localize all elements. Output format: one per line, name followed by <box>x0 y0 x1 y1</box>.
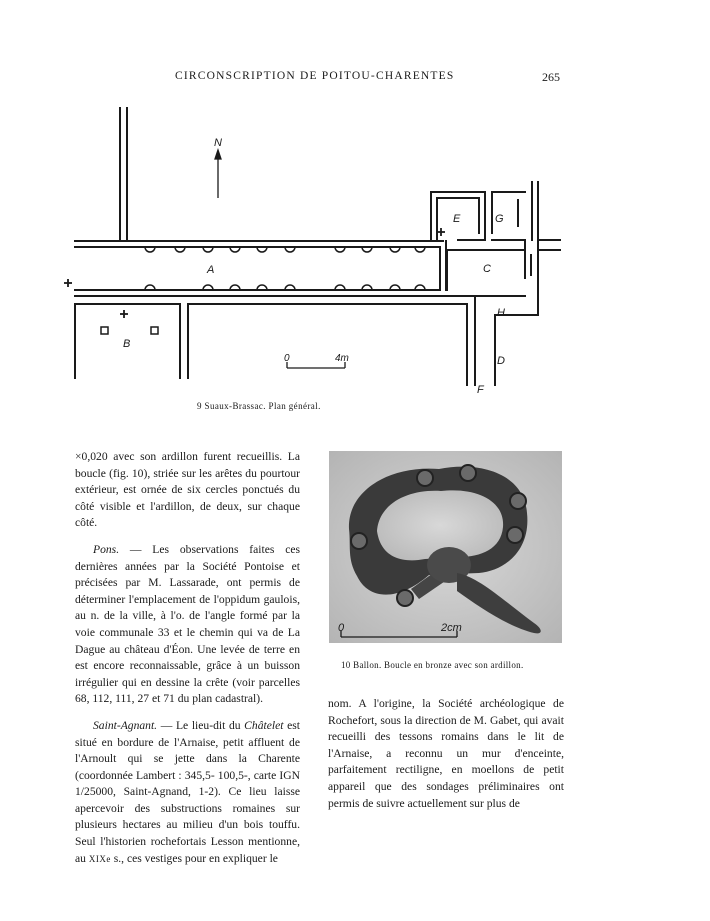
room-label-c: C <box>483 263 491 275</box>
site-plan-figure <box>55 100 565 400</box>
room-label-g: G <box>495 213 504 225</box>
figure-10-caption: 10 Ballon. Boucle en bronze avec son ardillon. <box>341 660 524 670</box>
century-numeral: XIXe <box>88 853 111 864</box>
room-label-d: D <box>497 355 505 367</box>
saint-agnant-heading: Saint-Agnant. <box>93 718 158 732</box>
room-label-e: E <box>453 213 461 225</box>
left-column <box>75 449 300 867</box>
saint-agnant-text-a: — Le lieu-dit du <box>157 718 245 732</box>
left-paragraph-pons <box>75 542 300 708</box>
room-label-f: F <box>477 384 484 396</box>
plan-scale-start: 0 <box>284 353 290 364</box>
room-label-b: B <box>123 338 131 350</box>
running-header <box>0 70 710 88</box>
chatelet-italic: Châtelet <box>244 718 284 732</box>
pons-heading: Pons. <box>93 542 120 556</box>
right-column <box>328 696 564 812</box>
saint-agnant-text-c: s., ces vestiges pour en expliquer le <box>110 851 278 865</box>
left-paragraph-saint-agnant <box>75 718 300 867</box>
page-number: 265 <box>542 70 560 84</box>
plan-scale-end: 4m <box>335 353 349 364</box>
room-label-a: A <box>207 264 215 276</box>
room-label-h: H <box>497 307 505 319</box>
photo-scale-start: 0 <box>338 622 345 634</box>
running-title: CIRCONSCRIPTION DE POITOU-CHARENTES <box>175 70 455 82</box>
photo-scale-end: 2cm <box>441 622 462 634</box>
pons-text: — Les observations faites ces dernières années par la Société Pontoise et précisées par M. Lassarade, ont permis de déterminer l'emplacement de l'oppidum gaulois, au n. de la ville, à l'o. de l'angle formé par la voie communale 33 et le chemin qui va de La Dague au château d'Éon. Une levée de terre en est encore reconnaissable, grâce à un buisson irrégulier qui en dessine la crête (voir parcelles 68, 112, 111, 27 et 71 du plan cadastral). <box>75 542 300 706</box>
buckle-photo <box>329 451 562 643</box>
left-paragraph-1: ×0,020 avec son ardillon furent recueillis. La boucle (fig. 10), striée sur les arêtes du pourtour extérieur, est ornée de six cercles ponctués du côté visible et l'ardillon, de deux, sur chaque côté. <box>75 450 300 530</box>
right-paragraph-1: nom. A l'origine, la Société archéologique de Rochefort, sous la direction de M. Gabet, qui avait recueilli des tessons romains dans le lit de l'Arnaise, a reconnu un mur d'enceinte, parfaitement rectiligne, en moellons de petit appareil que des sondages préliminaires ont permis de suivre actuellement sur plus de <box>328 697 564 810</box>
north-label: N <box>214 137 222 149</box>
saint-agnant-text-b: est situé en bordure de l'Arnaise, petit affluent de l'Arnoult qui se jette dans la Charente (coordonnée Lambert : 345,5- 100,5-, carte IGN 1/25000, Saint-Agnand, 1-2). Ce lieu laisse apercevoir des substructions romaines sur plusieurs hectares au milieu d'un bois touffu. Seul l'historien rochefortais Lesson mentionne, au <box>75 718 300 865</box>
figure-9-caption: 9 Suaux-Brassac. Plan général. <box>197 401 321 411</box>
